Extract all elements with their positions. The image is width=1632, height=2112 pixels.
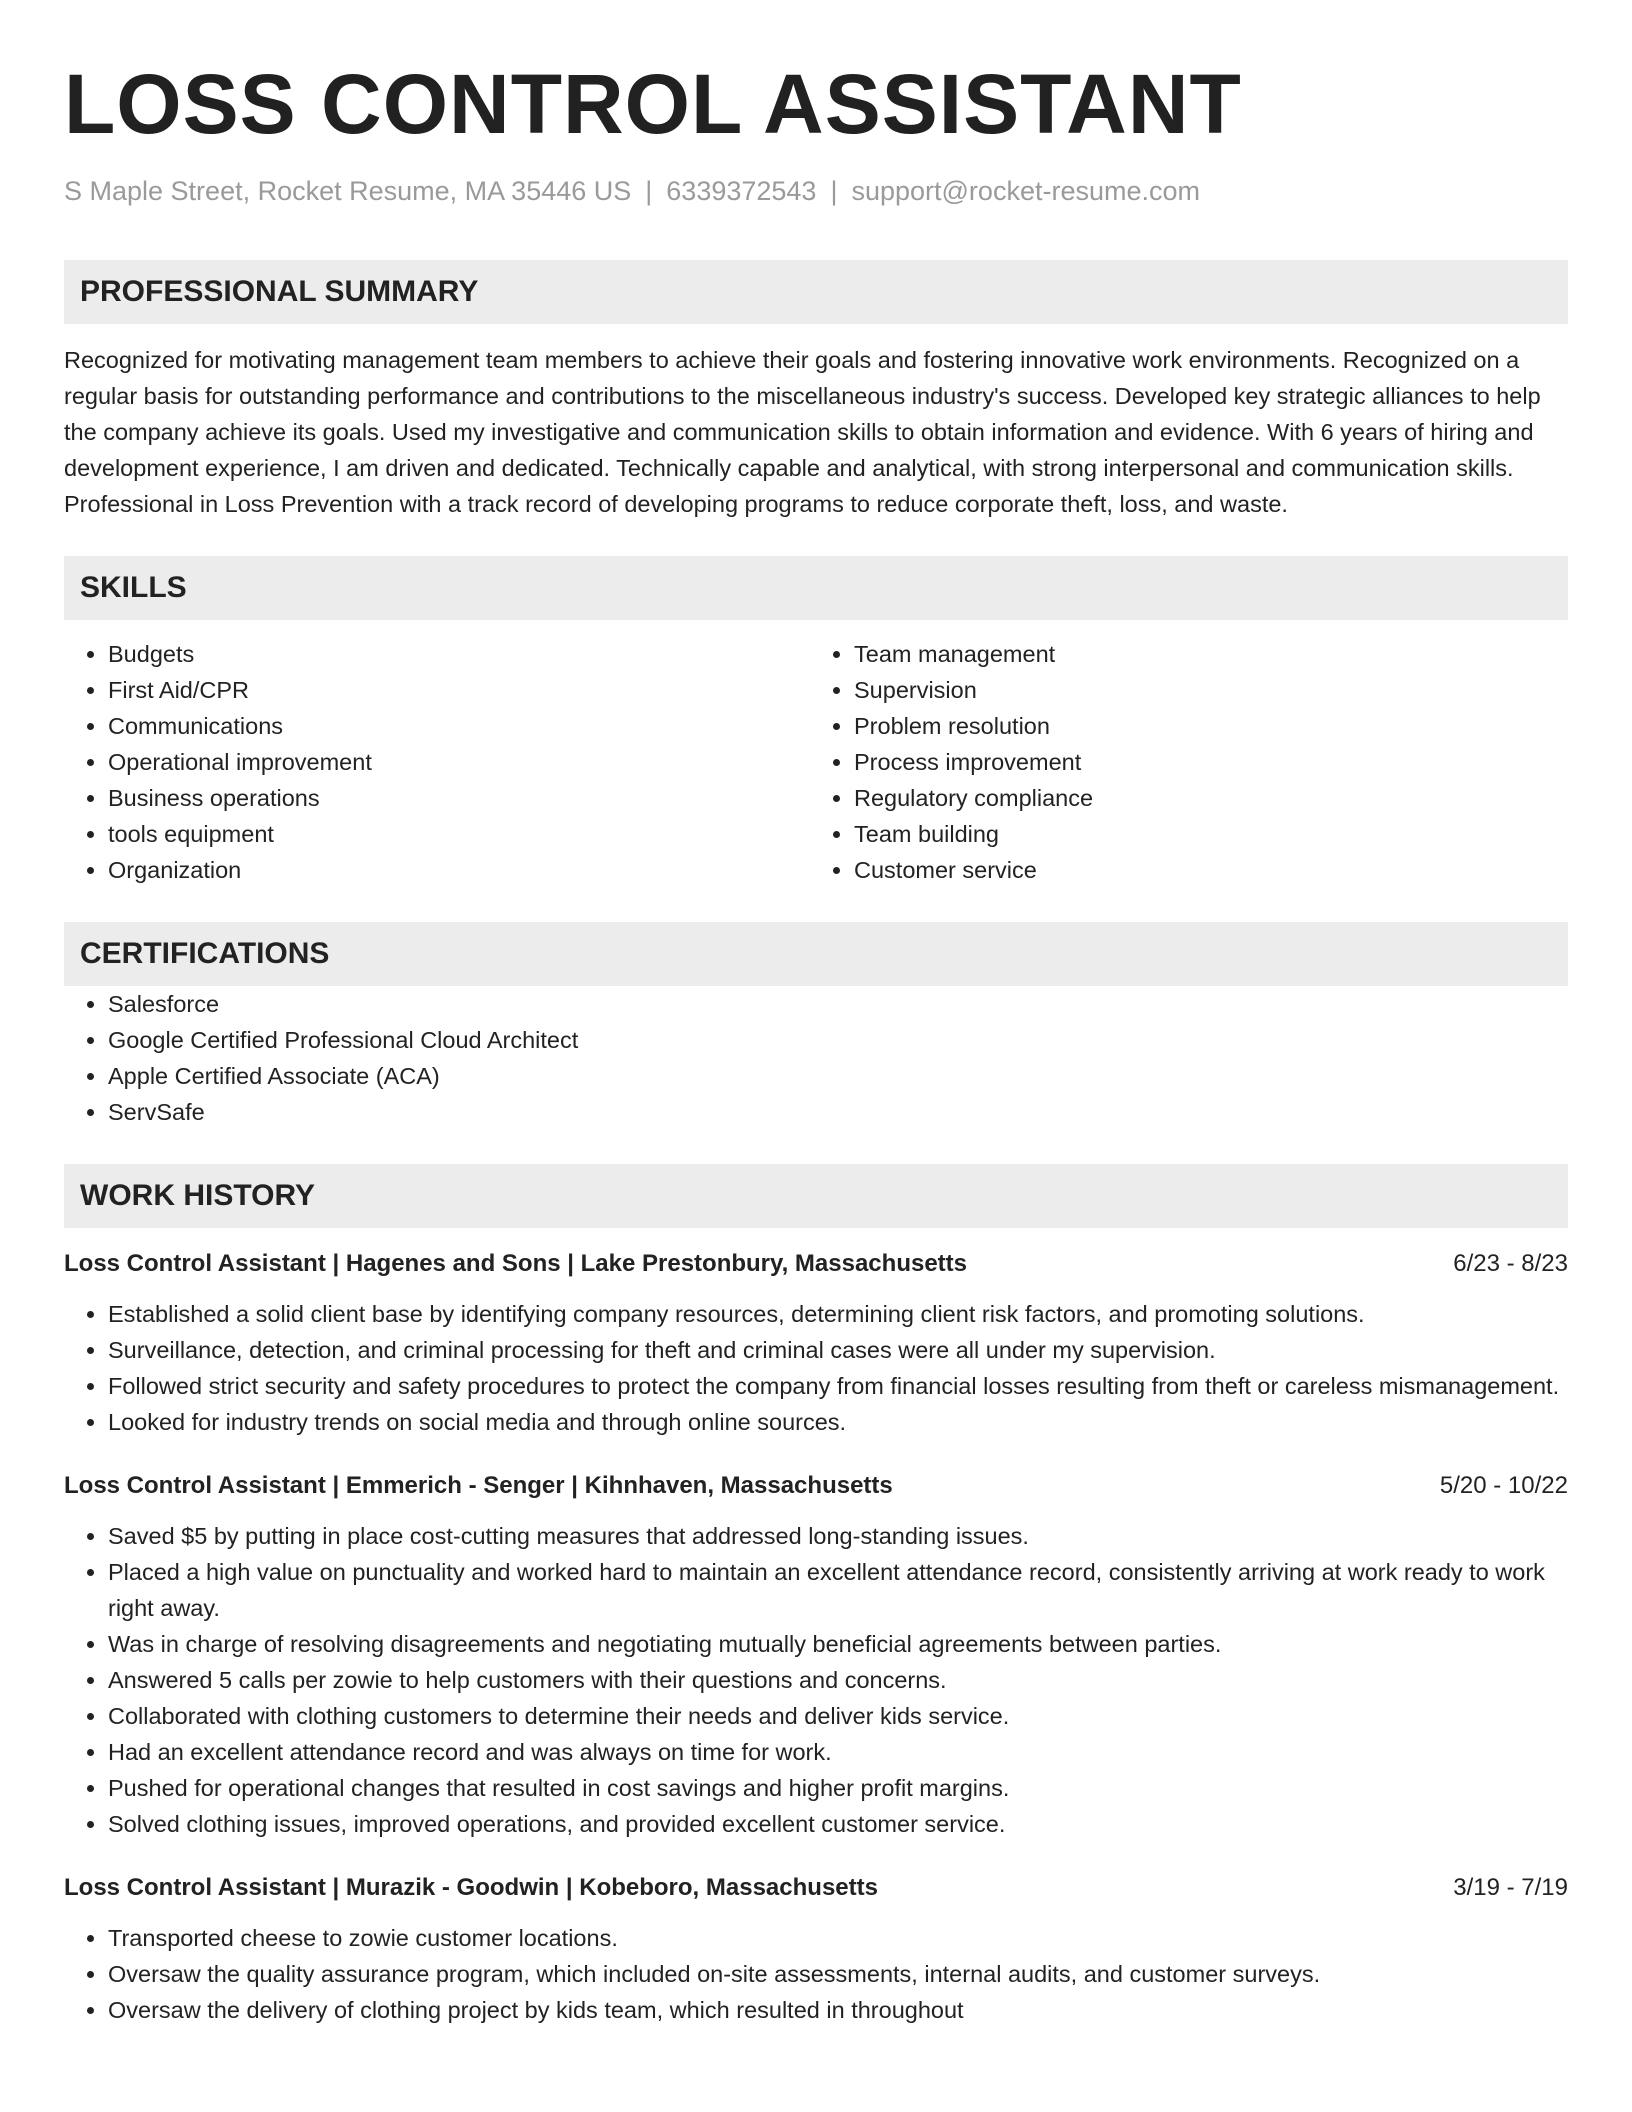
- skill-item: • Team building: [854, 816, 1568, 852]
- skill-item: • Communications: [108, 708, 816, 744]
- certifications-list: [64, 986, 1568, 1130]
- job-dates: 3/19 - 7/19: [1453, 1874, 1568, 1901]
- job-bullet: • Pushed for operational changes that resulted in cost savings and higher profit margins.: [108, 1770, 1568, 1806]
- skills-column-right: [816, 636, 1568, 888]
- skill-item: • Operational improvement: [108, 744, 816, 780]
- job-bullets: [64, 1920, 1568, 2028]
- contact-separator: |: [645, 176, 653, 206]
- contact-separator: |: [830, 176, 838, 206]
- candidate-name: LOSS CONTROL ASSISTANT: [64, 57, 1242, 151]
- skills-section: [64, 556, 1568, 888]
- job-title: Loss Control Assistant | Emmerich - Senger | Kihnhaven, Massachusetts: [64, 1472, 893, 1499]
- skill-item: • Business operations: [108, 780, 816, 816]
- skill-item: • Regulatory compliance: [854, 780, 1568, 816]
- certification-item: • Salesforce: [108, 986, 1568, 1022]
- job-bullet: • Oversaw the quality assurance program, which included on-site assessments, internal audits, and customer surveys.: [108, 1956, 1568, 1992]
- job-dates: 6/23 - 8/23: [1453, 1250, 1568, 1277]
- summary-section: [64, 260, 1568, 522]
- skill-item: • First Aid/CPR: [108, 672, 816, 708]
- skill-item: • Customer service: [854, 852, 1568, 888]
- summary-heading: PROFESSIONAL SUMMARY: [64, 260, 1568, 324]
- job-dates: 5/20 - 10/22: [1439, 1472, 1568, 1499]
- job-bullet: • Transported cheese to zowie customer locations.: [108, 1920, 1568, 1956]
- certifications-section: [64, 922, 1568, 1130]
- skills-heading: SKILLS: [64, 556, 1568, 620]
- job-entry: [64, 1246, 1568, 1440]
- certification-item: • ServSafe: [108, 1094, 1568, 1130]
- job-header: [64, 1468, 1568, 1504]
- job-bullet: • Surveillance, detection, and criminal processing for theft and criminal cases were all under my supervision.: [108, 1332, 1568, 1368]
- contact-line: [64, 174, 1568, 208]
- job-bullet: • Established a solid client base by identifying company resources, determining client risk factors, and promoting solutions.: [108, 1296, 1568, 1332]
- skill-item: • Budgets: [108, 636, 816, 672]
- job-bullet: • Placed a high value on punctuality and worked hard to maintain an excellent attendance record, consistently arriving at work ready to work right away.: [108, 1554, 1568, 1626]
- job-entry: [64, 1870, 1568, 2028]
- job-entry: [64, 1468, 1568, 1842]
- contact-phone: 6339372543: [666, 176, 817, 206]
- job-bullet: • Followed strict security and safety procedures to protect the company from financial losses resulting from theft or careless mismanagement.: [108, 1368, 1568, 1404]
- job-title: Loss Control Assistant | Murazik - Goodwin | Kobeboro, Massachusetts: [64, 1874, 878, 1901]
- skills-grid: [64, 636, 1568, 888]
- job-header: [64, 1870, 1568, 1906]
- skills-column-left: [64, 636, 816, 888]
- certification-item: • Google Certified Professional Cloud Architect: [108, 1022, 1568, 1058]
- certifications-heading: CERTIFICATIONS: [64, 922, 1568, 986]
- skill-item: • Team management: [854, 636, 1568, 672]
- job-title: Loss Control Assistant | Hagenes and Sons | Lake Prestonbury, Massachusetts: [64, 1250, 967, 1277]
- job-bullets: [64, 1518, 1568, 1842]
- certification-item: • Apple Certified Associate (ACA): [108, 1058, 1568, 1094]
- summary-text: Recognized for motivating management team members to achieve their goals and fostering innovative work environments. Recognized on a regular basis for outstanding performance and contributions to the miscellaneous industry's success. Developed key strategic alliances to help the company achieve its goals. Used my investigative and communication skills to obtain information and evidence. With 6 years of hiring and development experience, I am driven and dedicated. Technically capable and analytical, with strong interpersonal and communication skills. Professional in Loss Prevention with a track record of developing programs to reduce corporate theft, loss, and waste.: [64, 347, 1541, 517]
- job-bullet: • Saved $5 by putting in place cost-cutting measures that addressed long-standing issues.: [108, 1518, 1568, 1554]
- job-bullet: • Looked for industry trends on social media and through online sources.: [108, 1404, 1568, 1440]
- skill-item: • Problem resolution: [854, 708, 1568, 744]
- work-history-section: [64, 1164, 1568, 2028]
- job-bullet: • Solved clothing issues, improved operations, and provided excellent customer service.: [108, 1806, 1568, 1842]
- job-bullets: [64, 1296, 1568, 1440]
- work-history-heading: WORK HISTORY: [64, 1164, 1568, 1228]
- job-bullet: • Was in charge of resolving disagreements and negotiating mutually beneficial agreements between parties.: [108, 1626, 1568, 1662]
- job-bullet: • Oversaw the delivery of clothing project by kids team, which resulted in throughout: [108, 1992, 1568, 2028]
- job-bullet: • Had an excellent attendance record and was always on time for work.: [108, 1734, 1568, 1770]
- job-header: [64, 1246, 1568, 1282]
- contact-email: support@rocket-resume.com: [851, 176, 1200, 206]
- skill-item: • Supervision: [854, 672, 1568, 708]
- skill-item: • Organization: [108, 852, 816, 888]
- skill-item: • Process improvement: [854, 744, 1568, 780]
- contact-address: S Maple Street, Rocket Resume, MA 35446 US: [64, 176, 632, 206]
- job-bullet: • Answered 5 calls per zowie to help customers with their questions and concerns.: [108, 1662, 1568, 1698]
- skill-item: • tools equipment: [108, 816, 816, 852]
- job-bullet: • Collaborated with clothing customers to determine their needs and deliver kids service.: [108, 1698, 1568, 1734]
